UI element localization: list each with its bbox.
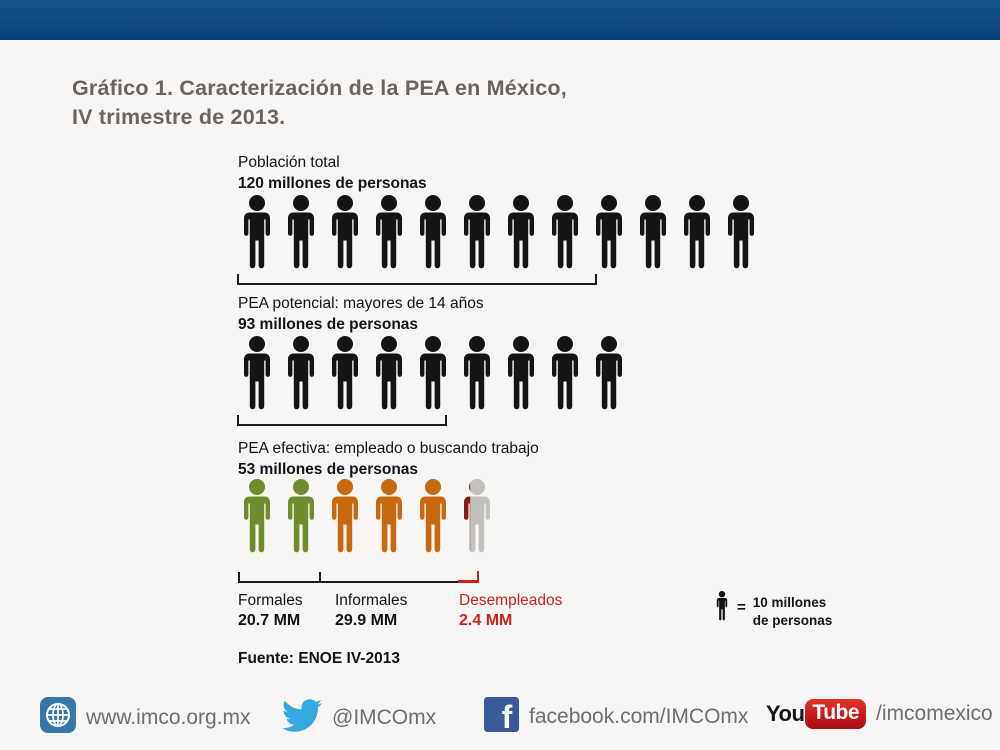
person-icon	[413, 195, 453, 270]
person-icon	[369, 195, 409, 270]
row2-label: PEA potencial: mayores de 14 años	[238, 295, 484, 312]
website-link[interactable]	[40, 697, 251, 738]
person-icon	[714, 591, 730, 621]
source-note: Fuente: ENOE IV-2013	[238, 650, 400, 667]
person-icon	[721, 195, 761, 270]
pictogram-row-pea-efectiva	[237, 479, 497, 554]
person-icon	[457, 336, 497, 411]
formales-label: Formales	[238, 592, 303, 609]
facebook-url[interactable]: facebook.com/IMCOmx	[529, 705, 749, 728]
bracket-formales	[238, 572, 321, 583]
globe-icon	[40, 697, 76, 738]
bracket-informales	[319, 572, 460, 583]
person-icon	[237, 336, 277, 411]
person-icon	[281, 479, 321, 554]
person-unit-icon	[714, 591, 730, 621]
header-bar	[0, 0, 1000, 40]
facebook-link[interactable]	[484, 697, 748, 737]
youtube-handle[interactable]: /imcomexico	[876, 702, 993, 725]
person-icon	[589, 195, 629, 270]
twitter-link[interactable]	[282, 699, 436, 737]
chart-title	[72, 74, 712, 132]
person-icon	[237, 195, 277, 270]
person-icon	[325, 336, 365, 411]
legend-line1: 10 millones	[752, 595, 827, 610]
informales-label: Informales	[335, 592, 408, 609]
person-icon	[633, 195, 673, 270]
legend	[714, 591, 832, 629]
desempleados-value: 2.4 MM	[459, 612, 513, 629]
person-icon	[501, 195, 541, 270]
facebook-icon	[484, 697, 519, 737]
bracket-poblacion-to-pea-potencial	[237, 274, 597, 285]
bracket-desempleados	[458, 571, 479, 583]
person-icon	[413, 336, 453, 411]
person-icon	[369, 336, 409, 411]
youtube-logo-tube: Tube	[805, 699, 866, 729]
person-icon	[413, 479, 453, 554]
legend-equals: =	[737, 599, 746, 616]
youtube-link[interactable]	[766, 699, 993, 729]
svg-text:f: f	[501, 699, 513, 732]
person-icon	[545, 336, 585, 411]
person-icon	[281, 195, 321, 270]
chart-title-line1: Gráfico 1. Caracterización de la PEA en México,	[72, 76, 567, 100]
bracket-pea-potencial-to-pea-efectiva	[237, 415, 447, 426]
person-icon-partial-desempleados	[457, 479, 497, 554]
twitter-handle[interactable]: @IMCOmx	[332, 706, 437, 729]
youtube-logo-icon	[766, 699, 866, 729]
row1-value: 120 millones de personas	[238, 175, 427, 192]
row3-label: PEA efectiva: empleado o buscando trabajo	[238, 440, 539, 457]
row2-value: 93 millones de personas	[238, 316, 419, 333]
pictogram-row-poblacion-total	[237, 195, 761, 270]
person-icon	[237, 479, 277, 554]
person-icon	[369, 479, 409, 554]
person-icon	[281, 336, 321, 411]
legend-line2: de personas	[752, 612, 833, 628]
youtube-logo-you: You	[766, 701, 805, 726]
pictogram-row-pea-potencial	[237, 336, 629, 411]
row3-value: 53 millones de personas	[238, 461, 419, 478]
person-icon	[325, 479, 365, 554]
twitter-icon	[282, 699, 322, 737]
person-icon	[501, 336, 541, 411]
person-icon	[589, 336, 629, 411]
row1-label: Población total	[238, 154, 340, 171]
formales-value: 20.7 MM	[238, 612, 301, 629]
person-icon	[457, 195, 497, 270]
website-url[interactable]: www.imco.org.mx	[86, 705, 251, 729]
desempleados-label: Desempleados	[459, 592, 563, 609]
chart-title-line2: IV trimestre de 2013.	[72, 105, 286, 129]
legend-text	[753, 594, 833, 629]
person-icon	[545, 195, 585, 270]
informales-value: 29.9 MM	[335, 612, 398, 629]
person-icon	[325, 195, 365, 270]
person-icon	[677, 195, 717, 270]
